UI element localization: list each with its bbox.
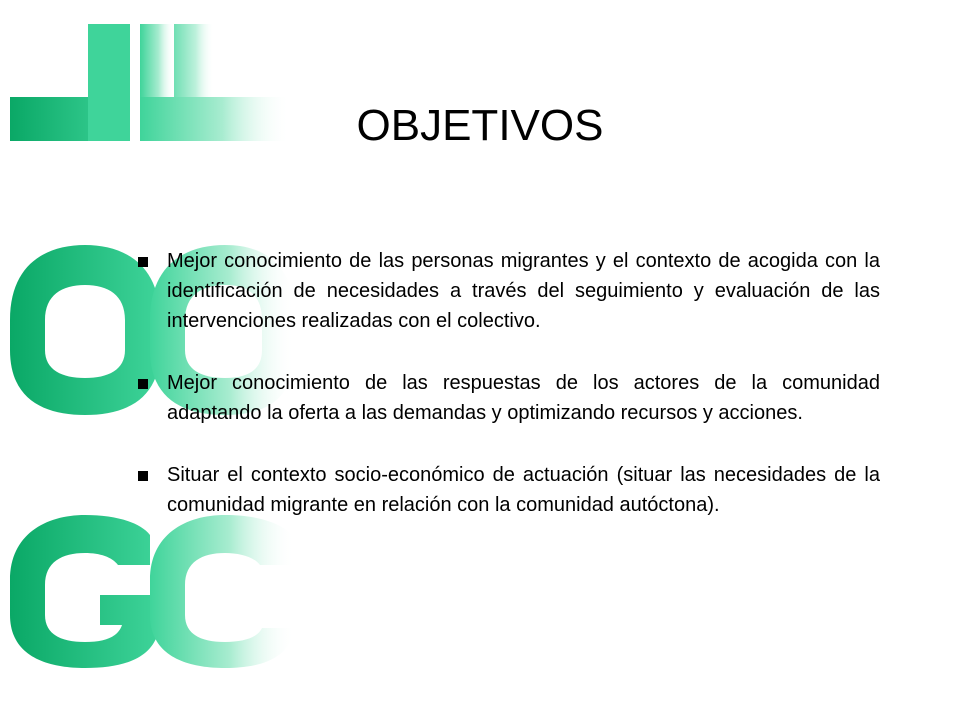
list-item xyxy=(136,460,880,520)
bullet-text: Mejor conocimiento de las respuestas de los actores de la comunidad adaptando la oferta a las demandas y optimizando recursos y acciones. xyxy=(167,372,880,424)
bullet-text: Situar el contexto socio-económico de actuación (situar las necesidades de la comunidad migrante en relación con la comunidad autóctona). xyxy=(167,464,880,516)
slide-title: OBJETIVOS xyxy=(356,101,604,150)
objectives-list xyxy=(136,246,880,552)
list-item xyxy=(136,246,880,336)
list-item xyxy=(136,368,880,428)
square-bullet-icon xyxy=(138,471,148,481)
bullet-text: Mejor conocimiento de las personas migrantes y el contexto de acogida con la identificación de necesidades a través del seguimiento y evaluación de las intervenciones realizadas con el colectivo. xyxy=(167,250,880,332)
square-bullet-icon xyxy=(138,379,148,389)
square-bullet-icon xyxy=(138,257,148,267)
top-letters xyxy=(10,24,290,141)
